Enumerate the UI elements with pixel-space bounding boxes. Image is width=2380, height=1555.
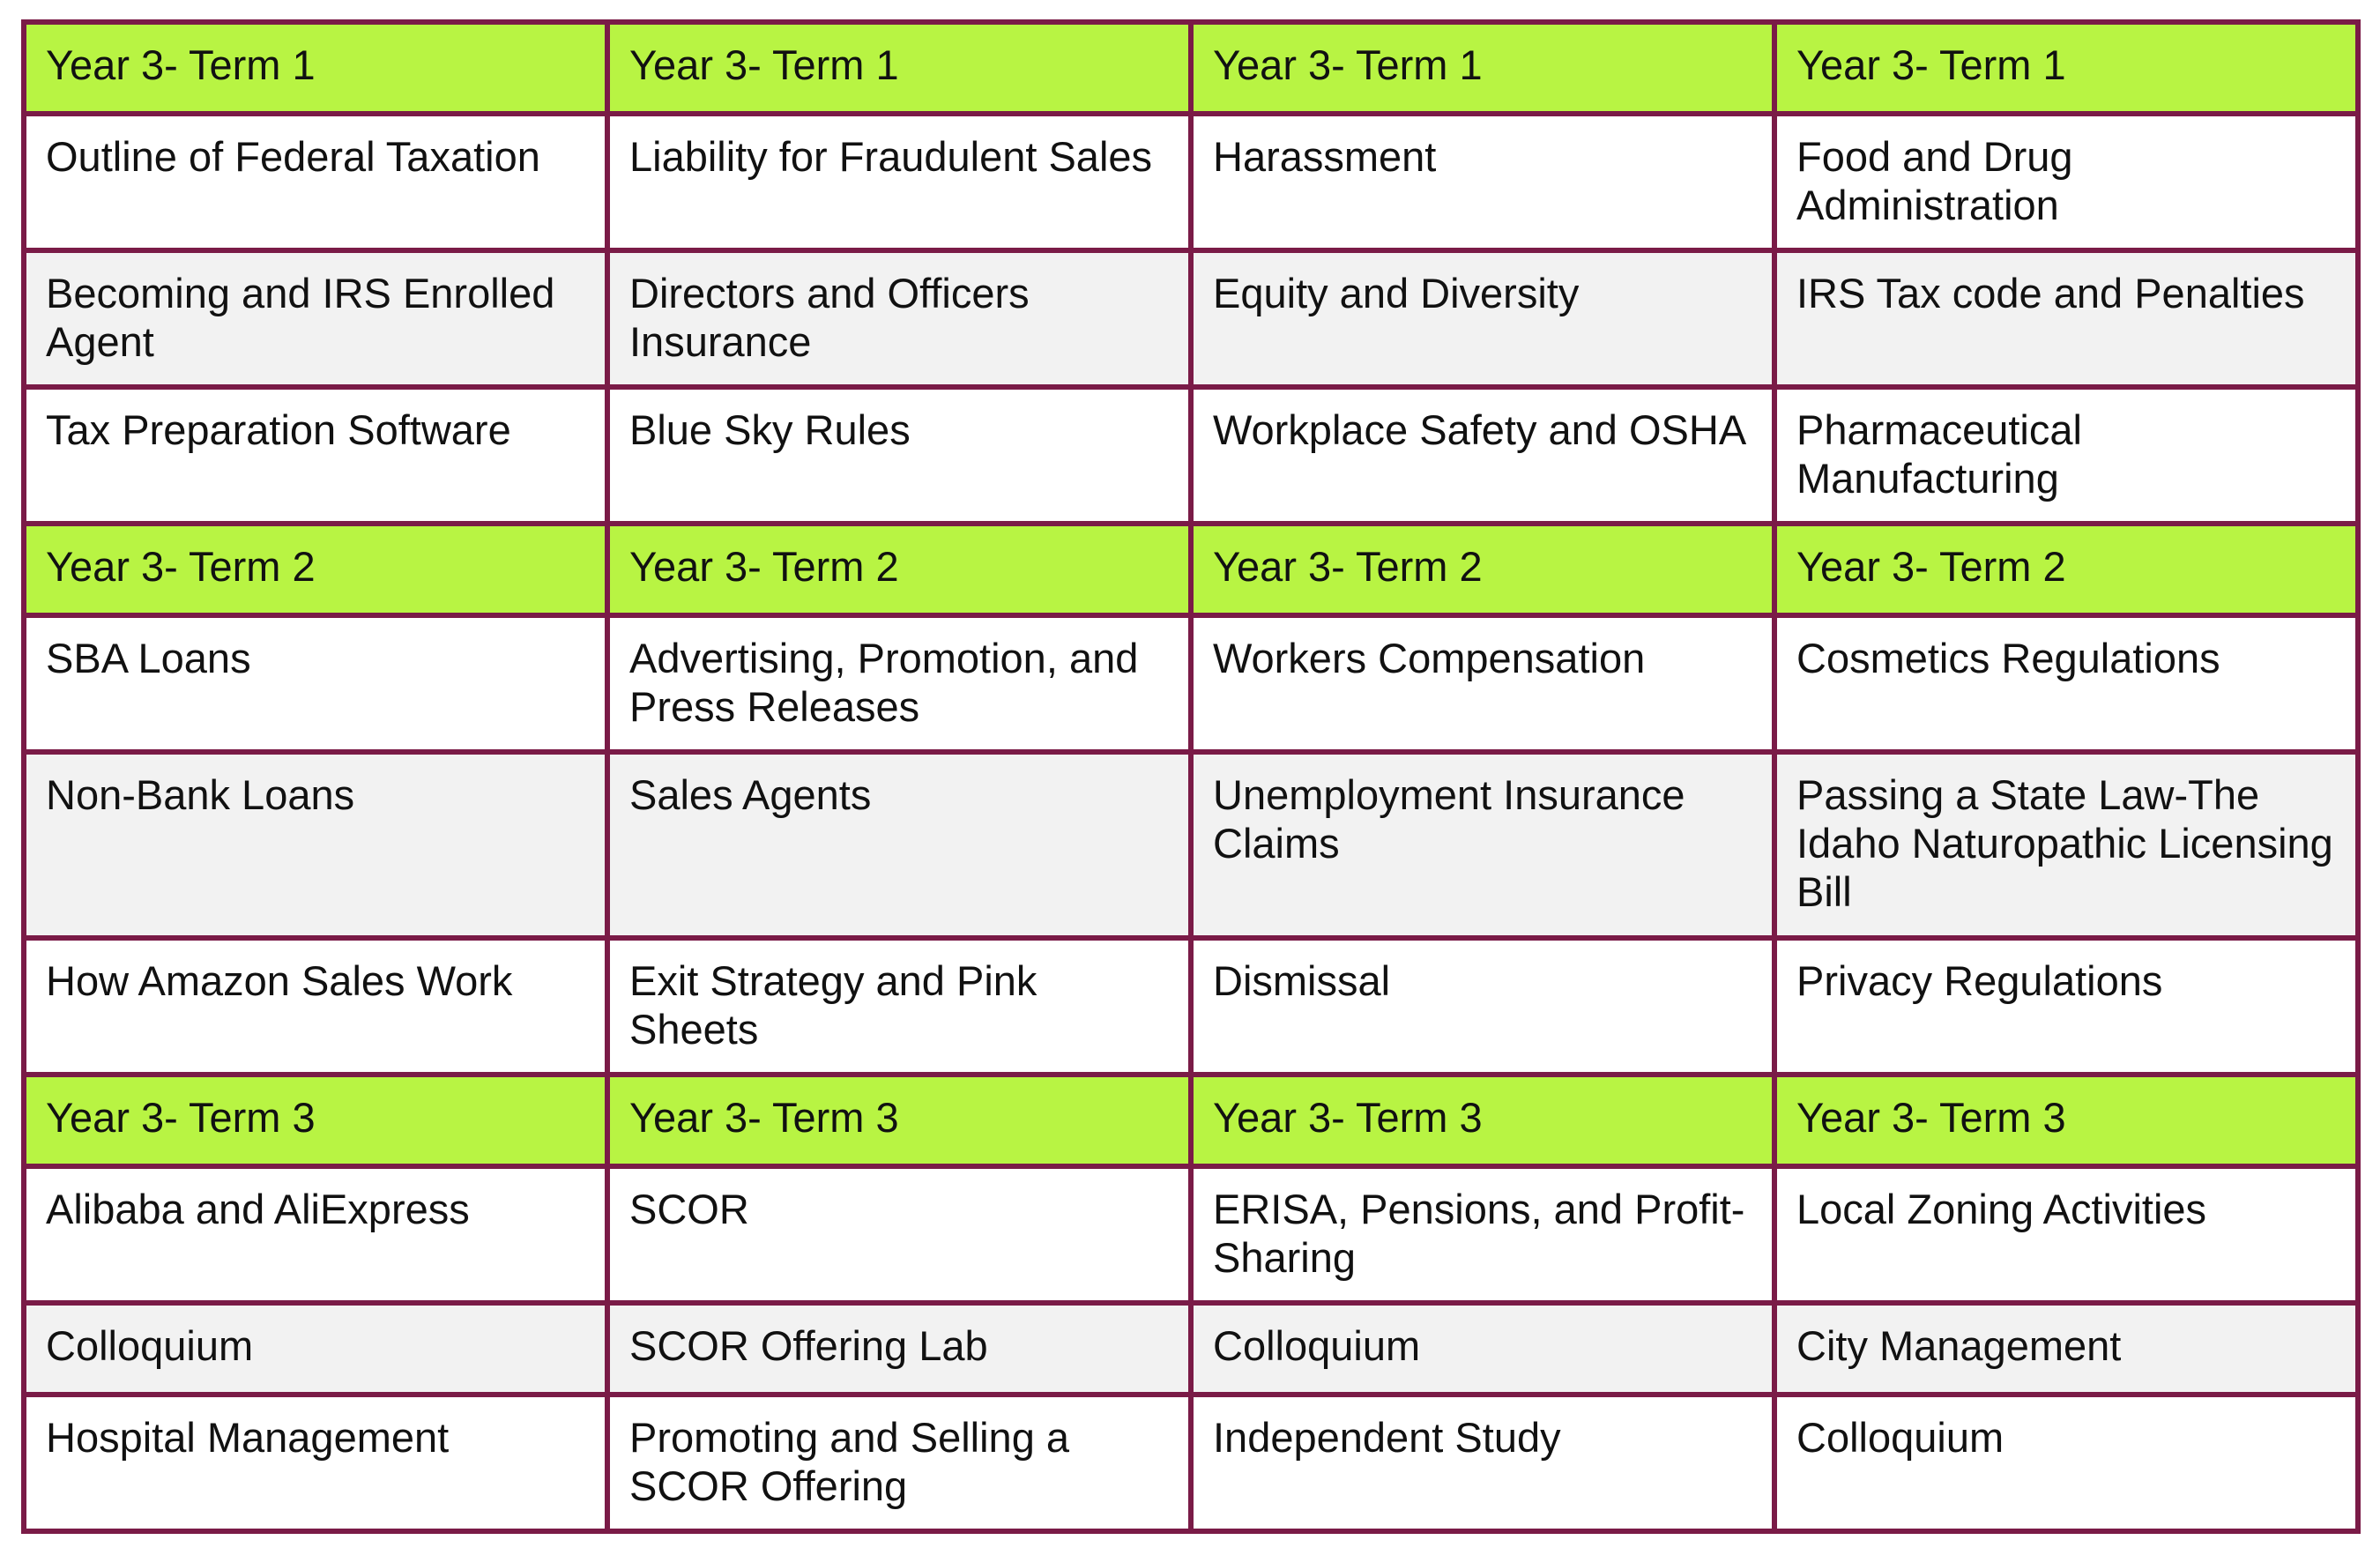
course-cell: Promoting and Selling a SCOR Offering — [607, 1395, 1191, 1531]
course-cell: Pharmaceutical Manufacturing — [1774, 387, 2358, 524]
course-row — [24, 387, 2358, 524]
term-header-cell: Year 3- Term 1 — [24, 22, 607, 114]
term-header-cell: Year 3- Term 2 — [1191, 524, 1774, 615]
course-cell: Privacy Regulations — [1774, 938, 2358, 1075]
course-row — [24, 615, 2358, 752]
course-row — [24, 1166, 2358, 1303]
course-cell: Outline of Federal Taxation — [24, 114, 607, 250]
course-row — [24, 938, 2358, 1075]
course-cell: SCOR Offering Lab — [607, 1303, 1191, 1395]
course-cell: Colloquium — [24, 1303, 607, 1395]
term-header-cell: Year 3- Term 3 — [1191, 1075, 1774, 1166]
course-cell: Directors and Officers Insurance — [607, 250, 1191, 387]
term-header-cell: Year 3- Term 3 — [1774, 1075, 2358, 1166]
course-cell: Liability for Fraudulent Sales — [607, 114, 1191, 250]
term-header-cell: Year 3- Term 3 — [607, 1075, 1191, 1166]
course-cell: Food and Drug Administration — [1774, 114, 2358, 250]
term-header-cell: Year 3- Term 2 — [24, 524, 607, 615]
course-cell: Workers Compensation — [1191, 615, 1774, 752]
course-cell: Harassment — [1191, 114, 1774, 250]
curriculum-table — [21, 19, 2361, 1534]
term-header-row — [24, 22, 2358, 114]
course-cell: Cosmetics Regulations — [1774, 615, 2358, 752]
course-row — [24, 114, 2358, 250]
course-cell: Becoming and IRS Enrolled Agent — [24, 250, 607, 387]
course-row — [24, 1303, 2358, 1395]
term-header-cell: Year 3- Term 2 — [607, 524, 1191, 615]
course-cell: Alibaba and AliExpress — [24, 1166, 607, 1303]
course-cell: Unemployment Insurance Claims — [1191, 752, 1774, 937]
course-cell: Passing a State Law-The Idaho Naturopathic Licensing Bill — [1774, 752, 2358, 937]
course-row — [24, 250, 2358, 387]
course-cell: Colloquium — [1774, 1395, 2358, 1531]
course-cell: Blue Sky Rules — [607, 387, 1191, 524]
course-cell: Workplace Safety and OSHA — [1191, 387, 1774, 524]
term-header-cell: Year 3- Term 2 — [1774, 524, 2358, 615]
course-row — [24, 752, 2358, 937]
term-header-row — [24, 524, 2358, 615]
term-header-cell: Year 3- Term 3 — [24, 1075, 607, 1166]
course-cell: Independent Study — [1191, 1395, 1774, 1531]
course-cell: Non-Bank Loans — [24, 752, 607, 937]
course-cell: SBA Loans — [24, 615, 607, 752]
term-header-row — [24, 1075, 2358, 1166]
course-cell: Exit Strategy and Pink Sheets — [607, 938, 1191, 1075]
term-header-cell: Year 3- Term 1 — [607, 22, 1191, 114]
course-row — [24, 1395, 2358, 1531]
course-cell: IRS Tax code and Penalties — [1774, 250, 2358, 387]
course-cell: City Management — [1774, 1303, 2358, 1395]
course-cell: ERISA, Pensions, and Profit-Sharing — [1191, 1166, 1774, 1303]
course-cell: Local Zoning Activities — [1774, 1166, 2358, 1303]
course-cell: Tax Preparation Software — [24, 387, 607, 524]
term-header-cell: Year 3- Term 1 — [1191, 22, 1774, 114]
course-cell: Hospital Management — [24, 1395, 607, 1531]
course-cell: Sales Agents — [607, 752, 1191, 937]
course-cell: Equity and Diversity — [1191, 250, 1774, 387]
course-cell: SCOR — [607, 1166, 1191, 1303]
course-cell: Advertising, Promotion, and Press Releases — [607, 615, 1191, 752]
course-cell: How Amazon Sales Work — [24, 938, 607, 1075]
course-cell: Colloquium — [1191, 1303, 1774, 1395]
course-cell: Dismissal — [1191, 938, 1774, 1075]
curriculum-table-body — [24, 22, 2358, 1531]
term-header-cell: Year 3- Term 1 — [1774, 22, 2358, 114]
